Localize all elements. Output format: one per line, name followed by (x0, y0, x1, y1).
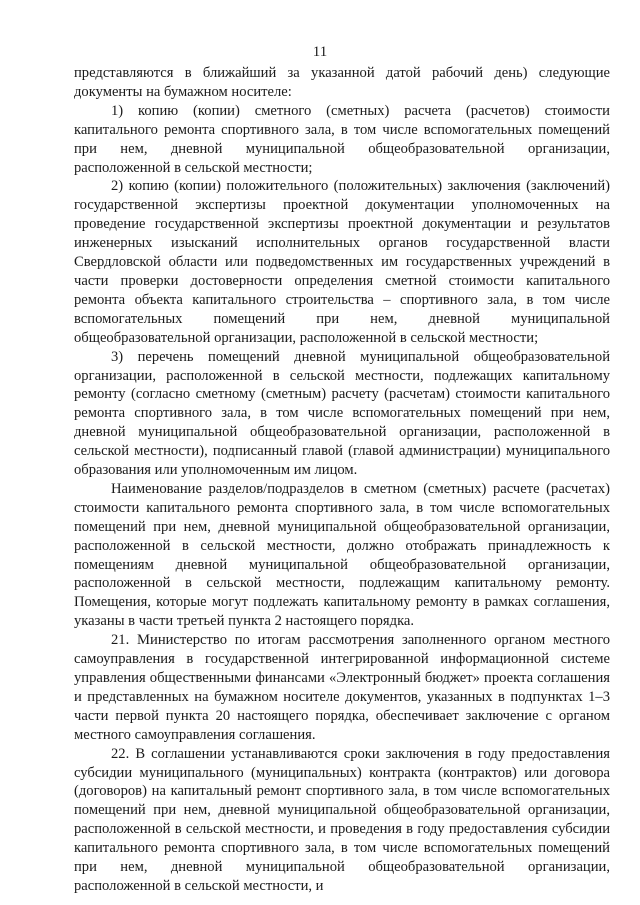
paragraph-clause-21: 21. Министерство по итогам рассмотрения заполненного органом местного самоуправления в государственной интегрированной информационной системе управления общественными финансами «Электронный бюджет» проекта соглашения и представленных на бумажном носителе документов, указанных в подпунктах 1–3 части первой пункта 20 настоящего порядка, обеспечивает заключение с органом местного самоуправления соглашения. (74, 632, 610, 743)
paragraph-intro: представляются в ближайший за указанной датой рабочий день) следующие документы на бумажном носителе: (74, 65, 610, 100)
paragraph-item-2: 2) копию (копии) положительного (положительных) заключения (заключений) государственной экспертизы проектной документации уполномоченных на проведение государственной экспертизы проектной документации и результатов инженерных изысканий исполнительных органов государственной власти Свердловской области или подведомственных им государственных учреждений в части проверки достоверности определения сметной стоимости капитального ремонта объекта капитального строительства – спортивного зала, в том числе вспомогательных помещений при нем, дневной муниципальной общеобразовательной организации, расположенной в сельской местности; (74, 178, 610, 346)
paragraph-section-names: Наименование разделов/подразделов в сметном (сметных) расчете (расчетах) стоимости капитального ремонта спортивного зала, в том числе вспомогательных помещений при нем, дневной муниципальной общеобразовательной организации, расположенной в сельской местности, должно отображать принадлежность к помещениям дневной муниципальной общеобразовательной организации, расположенной в сельской местности, подлежащим капитальному ремонту. Помещения, которые могут подлежать капитальному ремонту в рамках соглашения, указаны в части третьей пункта 2 настоящего порядка. (74, 480, 610, 630)
document-body (74, 64, 610, 896)
paragraph-clause-22: 22. В соглашении устанавливаются сроки заключения в году предоставления субсидии муниципального (муниципальных) контракта (контрактов) или договора (договоров) на капитальный ремонт спортивного зала, в том числе вспомогательных помещений при нем, дневной муниципальной общеобразовательной организации, расположенной в сельской местности, и проведения в году предоставления субсидии капитального ремонта спортивного зала, в том числе вспомогательных помещений при нем, дневной муниципальной общеобразовательной организации, расположенной в сельской местности, и (74, 745, 610, 894)
page-number: 11 (312, 44, 328, 60)
paragraph-item-3: 3) перечень помещений дневной муниципальной общеобразовательной организации, расположенной в сельской местности, подлежащих капитальному ремонту (согласно сметному (сметным) расчету (расчетам) стоимости капитального ремонта спортивного зала, в том числе вспомогательных помещений при нем, дневной муниципальной общеобразовательной организации, расположенной в сельской местности), подписанный главой (главой администрации) муниципального образования или уполномоченным им лицом. (74, 348, 610, 479)
paragraph-item-1: 1) копию (копии) сметного (сметных) расчета (расчетов) стоимости капитального ремонта спортивного зала, в том числе вспомогательных помещений при нем, дневной муниципальной общеобразовательной организации, расположенной в сельской местности; (74, 102, 610, 176)
